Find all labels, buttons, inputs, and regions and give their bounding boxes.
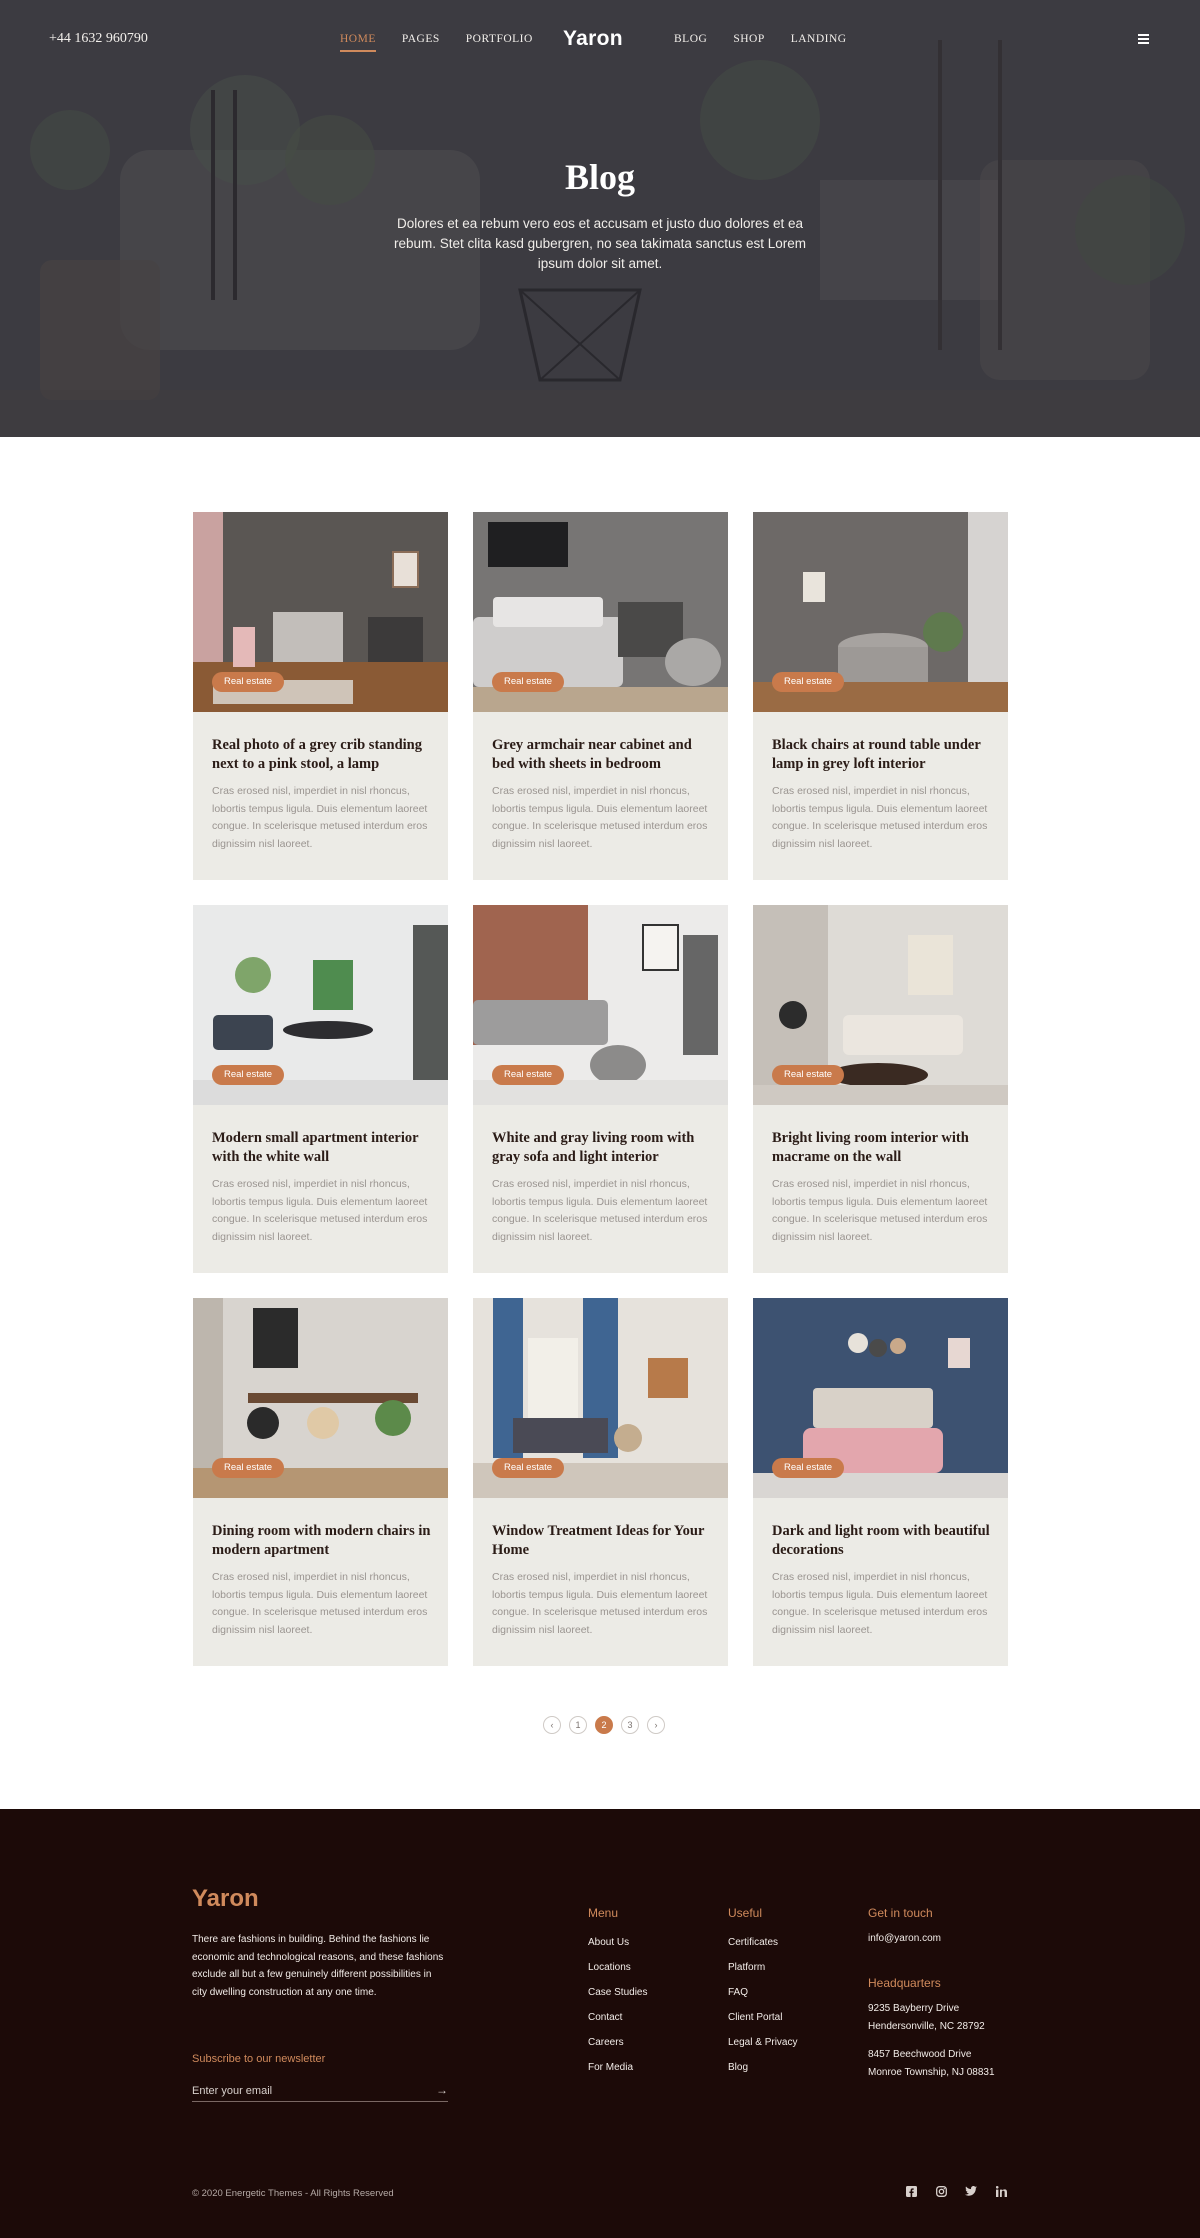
site-logo[interactable]: Yaron — [563, 27, 623, 50]
newsletter-label: Subscribe to our newsletter — [192, 2053, 326, 2065]
blog-card[interactable] — [193, 512, 448, 880]
blog-card-title[interactable]: Modern small apartment interior with the white wall — [212, 1130, 419, 1165]
blog-card-title[interactable]: Dark and light room with beautiful decorations — [772, 1523, 990, 1558]
nav-home[interactable]: HOME — [340, 33, 376, 52]
page-number[interactable]: 3 — [621, 1716, 639, 1734]
footer-link-locations[interactable]: Locations — [588, 1962, 631, 1973]
address-line: Hendersonville, NC 28792 — [868, 2021, 985, 2032]
category-badge[interactable]: Real estate — [492, 672, 564, 692]
blog-card-title[interactable]: Grey armchair near cabinet and bed with sheets in bedroom — [492, 737, 692, 772]
blog-card-image[interactable] — [753, 512, 1008, 712]
blog-card-excerpt: Cras erosed nisl, imperdiet in nisl rhoncus, lobortis tempus ligula. Duis elementum laoreet congue. In scelerisque metused interdum eros dignissim nisl laoreet. — [772, 1571, 988, 1636]
page-subtitle: Dolores et ea rebum vero eos et accusam et justo duo dolores et ea rebum. Stet clita kasd gubergren, no sea takimata sanctus est Lorem ipsum dolor sit amet. — [394, 216, 806, 271]
blog-card-title[interactable]: Window Treatment Ideas for Your Home — [492, 1523, 705, 1558]
nav-blog[interactable]: BLOG — [674, 33, 708, 45]
blog-card-image[interactable] — [753, 905, 1008, 1105]
footer-link-contact[interactable]: Contact — [588, 2012, 623, 2023]
blog-card-excerpt: Cras erosed nisl, imperdiet in nisl rhoncus, lobortis tempus ligula. Duis elementum laoreet congue. In scelerisque metused interdum eros dignissim nisl laoreet. — [212, 1571, 428, 1636]
footer-link-blog[interactable]: Blog — [728, 2062, 749, 2073]
linkedin-icon[interactable] — [994, 2184, 1008, 2198]
footer-menu-column — [588, 1906, 647, 2080]
footer-useful-title: Useful — [728, 1906, 763, 1920]
blog-card-excerpt: Cras erosed nisl, imperdiet in nisl rhoncus, lobortis tempus ligula. Duis elementum laoreet congue. In scelerisque metused interdum eros dignissim nisl laoreet. — [212, 1178, 428, 1243]
page-number-current[interactable]: 2 — [595, 1716, 613, 1734]
footer-link-legal-privacy[interactable]: Legal & Privacy — [728, 2037, 798, 2048]
blog-card[interactable] — [473, 512, 728, 880]
address-line: Monroe Township, NJ 08831 — [868, 2067, 995, 2078]
blog-card[interactable] — [473, 905, 728, 1273]
blog-card-excerpt: Cras erosed nisl, imperdiet in nisl rhoncus, lobortis tempus ligula. Duis elementum laoreet congue. In scelerisque metused interdum eros dignissim nisl laoreet. — [492, 785, 708, 850]
footer-menu-title: Menu — [588, 1906, 619, 1920]
social-links — [904, 2184, 1008, 2198]
chevron-right-icon[interactable]: › — [647, 1716, 665, 1734]
nav-portfolio[interactable]: PORTFOLIO — [465, 33, 533, 45]
footer-link-careers[interactable]: Careers — [588, 2037, 624, 2048]
blog-card-excerpt: Cras erosed nisl, imperdiet in nisl rhoncus, lobortis tempus ligula. Duis elementum laoreet congue. In scelerisque metused interdum eros dignissim nisl laoreet. — [772, 785, 988, 850]
footer-link-case-studies[interactable]: Case Studies — [588, 1987, 648, 1998]
nav-landing[interactable]: LANDING — [790, 33, 847, 45]
top-navigation — [0, 0, 1200, 82]
blog-card[interactable] — [473, 1298, 728, 1666]
footer-logo[interactable]: Yaron — [192, 1885, 259, 1912]
footer-link-certificates[interactable]: Certificates — [728, 1937, 779, 1948]
blog-card-image[interactable] — [193, 905, 448, 1105]
hamburger-icon[interactable] — [1138, 34, 1149, 44]
newsletter-email-input[interactable] — [192, 2080, 448, 2102]
blog-card-excerpt: Cras erosed nisl, imperdiet in nisl rhoncus, lobortis tempus ligula. Duis elementum laoreet congue. In scelerisque metused interdum eros dignissim nisl laoreet. — [772, 1178, 988, 1243]
blog-card-title[interactable]: Real photo of a grey crib standing next to a pink stool, a lamp — [212, 737, 422, 772]
blog-card[interactable] — [753, 1298, 1008, 1666]
footer-email[interactable]: info@yaron.com — [868, 1933, 941, 1944]
footer-contact-column — [868, 1906, 1028, 2082]
hero-section — [0, 0, 1200, 437]
category-badge[interactable]: Real estate — [212, 1458, 284, 1478]
site-footer — [0, 1809, 1200, 2238]
blog-card[interactable] — [753, 512, 1008, 880]
category-badge[interactable]: Real estate — [492, 1458, 564, 1478]
pagination — [543, 1716, 665, 1734]
address-line: 8457 Beechwood Drive — [868, 2049, 972, 2060]
nav-shop[interactable]: SHOP — [733, 33, 765, 45]
page-number[interactable]: 1 — [569, 1716, 587, 1734]
category-badge[interactable]: Real estate — [772, 672, 844, 692]
category-badge[interactable]: Real estate — [772, 1458, 844, 1478]
blog-card[interactable] — [753, 905, 1008, 1273]
footer-link-platform[interactable]: Platform — [728, 1962, 766, 1973]
facebook-icon[interactable] — [904, 2184, 918, 2198]
page-title: Blog — [564, 157, 635, 197]
category-badge[interactable]: Real estate — [492, 1065, 564, 1085]
chevron-left-icon[interactable]: ‹ — [543, 1716, 561, 1734]
blog-card-image[interactable] — [473, 1298, 728, 1498]
footer-link-client-portal[interactable]: Client Portal — [728, 2012, 783, 2023]
footer-contact-title: Get in touch — [868, 1906, 933, 1920]
blog-card-excerpt: Cras erosed nisl, imperdiet in nisl rhoncus, lobortis tempus ligula. Duis elementum laoreet congue. In scelerisque metused interdum eros dignissim nisl laoreet. — [492, 1178, 708, 1243]
blog-card-image[interactable] — [193, 512, 448, 712]
blog-card-title[interactable]: Bright living room interior with macrame on the wall — [772, 1130, 969, 1165]
blog-card[interactable] — [193, 905, 448, 1273]
nav-pages[interactable]: PAGES — [401, 33, 440, 45]
category-badge[interactable]: Real estate — [212, 672, 284, 692]
nav-left-group — [340, 33, 559, 52]
category-badge[interactable]: Real estate — [772, 1065, 844, 1085]
instagram-icon[interactable] — [934, 2184, 948, 2198]
arrow-right-icon[interactable]: → — [436, 2083, 448, 2097]
blog-card-image[interactable] — [753, 1298, 1008, 1498]
address-line: 9235 Bayberry Drive — [868, 2003, 960, 2014]
blog-card-image[interactable] — [473, 512, 728, 712]
twitter-icon[interactable] — [964, 2184, 978, 2198]
blog-card-title[interactable]: Dining room with modern chairs in modern apartment — [212, 1523, 431, 1558]
blog-card-excerpt: Cras erosed nisl, imperdiet in nisl rhoncus, lobortis tempus ligula. Duis elementum laoreet congue. In scelerisque metused interdum eros dignissim nisl laoreet. — [212, 785, 428, 850]
blog-card-excerpt: Cras erosed nisl, imperdiet in nisl rhoncus, lobortis tempus ligula. Duis elementum laoreet congue. In scelerisque metused interdum eros dignissim nisl laoreet. — [492, 1571, 708, 1636]
blog-card[interactable] — [193, 1298, 448, 1666]
category-badge[interactable]: Real estate — [212, 1065, 284, 1085]
blog-card-image[interactable] — [473, 905, 728, 1105]
blog-card-title[interactable]: White and gray living room with gray sofa and light interior — [492, 1130, 695, 1165]
copyright-text: © 2020 Energetic Themes - All Rights Reserved — [192, 2188, 394, 2199]
blog-card-image[interactable] — [193, 1298, 448, 1498]
blog-card-title[interactable]: Black chairs at round table under lamp in grey loft interior — [772, 737, 981, 772]
footer-link-for-media[interactable]: For Media — [588, 2062, 634, 2073]
footer-hq-title: Headquarters — [868, 1976, 941, 1990]
footer-useful-column — [728, 1906, 797, 2080]
nav-right-group — [674, 33, 873, 52]
footer-about-text: There are fashions in building. Behind the fashions lie economic and technological reasons, and these fashions exclude all but a few genuinely different possibilities in city dwelling construction at any one time. — [192, 1934, 444, 1998]
header-phone[interactable]: +44 1632 960790 — [49, 31, 148, 46]
footer-link-about-us[interactable]: About Us — [588, 1937, 630, 1948]
footer-link-faq[interactable]: FAQ — [728, 1987, 749, 1998]
